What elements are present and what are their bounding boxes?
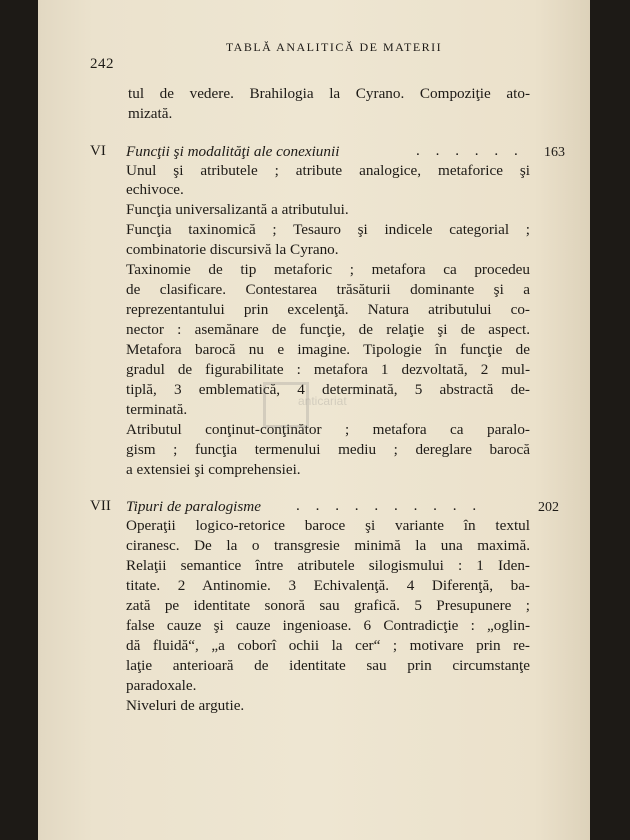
text-line: gradul de figurabilitate : metafora 1 dezvoltată, 2 mul- [126, 361, 530, 378]
text-line: gism ; funcţia termenului mediu ; dereglare barocă [126, 441, 530, 458]
text-line: Taxinomie de tip metaforic ; metafora ca procedeu [126, 261, 530, 278]
text-line: terminată. [126, 401, 188, 418]
text-line: Atributul conţinut-conţinător ; metafora ca paralo- [126, 421, 530, 438]
text-line: zată pe identitate sonoră sau grafică. 5 Presupunere ; [126, 597, 530, 614]
text-line: reprezentantului prin excelenţă. Natura atributului co- [126, 301, 530, 318]
text-line: Niveluri de argutie. [126, 697, 245, 714]
text-line: tiplă, 3 emblematică, 4 determinată, 5 abstractă de- [126, 381, 530, 398]
text-line: nector : asemănare de funcţie, de relaţie şi de aspect. [126, 321, 530, 338]
text-line: Funcţia universalizantă a atributului. [126, 201, 349, 218]
text-line: tul de vedere. Brahilogia la Cyrano. Compoziţie ato- [128, 85, 530, 102]
book-page [38, 0, 590, 840]
text-line: dă fluidă“, „a coborî ochii la cer“ ; motivare prin re- [126, 637, 530, 654]
leader-dots: . . . . . . [416, 142, 524, 159]
text-line: titate. 2 Antinomie. 3 Echivalenţă. 4 Diferenţă, ba- [126, 577, 530, 594]
section-page: 163 [544, 145, 565, 160]
text-line: echivoce. [126, 181, 184, 198]
page-number: 242 [90, 56, 114, 72]
text-line: mizată. [128, 105, 173, 122]
watermark-logo: anticariat [243, 372, 363, 442]
section-page: 202 [538, 500, 559, 515]
text-line: a extensiei şi comprehensiei. [126, 461, 301, 478]
text-line: paradoxale. [126, 677, 197, 694]
text-line: Metafora barocă nu e imagine. Tipologie în funcţie de [126, 341, 530, 358]
running-title: TABLĂ ANALITICĂ DE MATERII [225, 40, 443, 54]
text-line: Funcţia taxinomică ; Tesauro şi indicele categorial ; [126, 221, 530, 238]
leader-dots: . . . . . . . . . . [296, 497, 483, 514]
section-numeral: VII [90, 498, 111, 514]
text-line: false cauze şi cauze ingenioase. 6 Contradicţie : „oglin- [126, 617, 530, 634]
text-line: de clasificare. Contestarea trăsăturii dominante şi a [126, 281, 530, 298]
text-line: laţie anterioară de identitate sau prin circumstanţe [126, 657, 530, 674]
section-numeral: VI [90, 143, 106, 159]
text-line: ciranesc. De la o transgresie minimă la una maximă. [126, 537, 530, 554]
section-title: Tipuri de paralogisme [126, 498, 262, 515]
text-line: Operaţii logico-retorice baroce şi variante în textul [126, 517, 530, 534]
text-line: combinatorie discursivă la Cyrano. [126, 241, 339, 258]
text-line: Unul şi atributele ; atribute analogice, metaforice şi [126, 162, 530, 179]
text-line: Relaţii semantice între atributele silogismului : 1 Iden- [126, 557, 530, 574]
section-title: Funcţii şi modalităţi ale conexiunii [126, 143, 340, 160]
